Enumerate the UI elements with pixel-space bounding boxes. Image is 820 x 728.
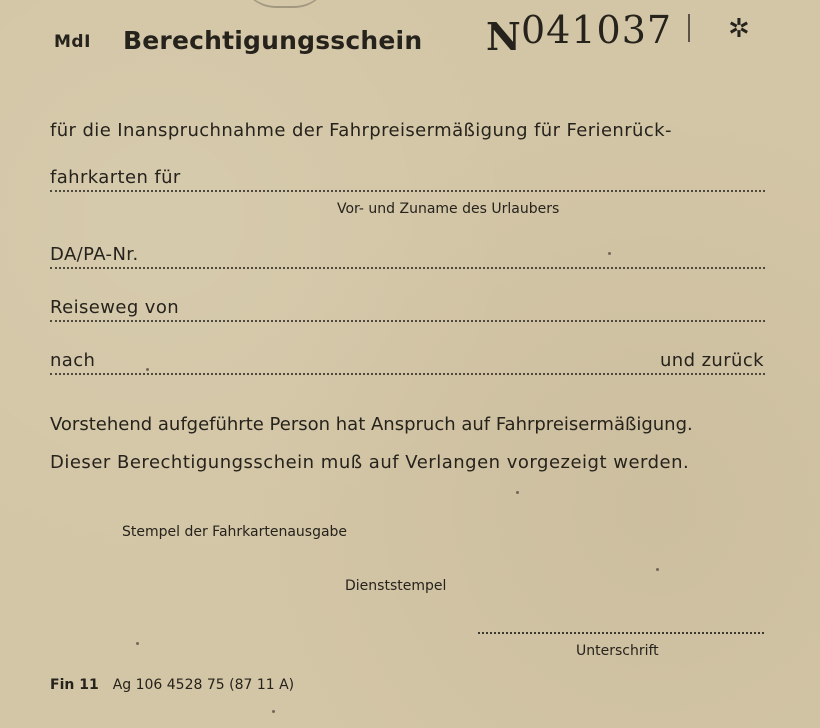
name-field-caption: Vor- und Zuname des Urlaubers bbox=[337, 201, 560, 217]
form-id: Fin 11 bbox=[50, 677, 99, 693]
ticket-office-stamp-label: Stempel der Fahrkartenausgabe bbox=[122, 524, 348, 540]
issuer-abbreviation: MdI bbox=[54, 32, 91, 52]
paper-speck bbox=[136, 642, 139, 645]
name-field-line[interactable] bbox=[50, 190, 765, 192]
top-arc-mark bbox=[240, 0, 330, 8]
paper-speck bbox=[146, 368, 149, 371]
asterisk-icon: ✲ bbox=[728, 14, 750, 44]
serial-prefix: N bbox=[486, 14, 521, 59]
route-from-label: Reiseweg von bbox=[50, 297, 180, 318]
service-stamp-label: Dienststempel bbox=[345, 578, 447, 594]
print-code: Ag 106 4528 75 (87 11 A) bbox=[112, 677, 295, 693]
paper-speck bbox=[608, 252, 611, 255]
name-field-label: fahrkarten für bbox=[50, 167, 181, 188]
signature-line[interactable] bbox=[478, 632, 764, 634]
route-from-line[interactable] bbox=[50, 320, 765, 322]
serial-number: 041037 bbox=[521, 8, 673, 52]
route-to-line[interactable] bbox=[50, 373, 765, 375]
paper-speck bbox=[656, 568, 659, 571]
signature-label: Unterschrift bbox=[576, 643, 659, 659]
footer bbox=[50, 677, 294, 693]
paper-speck bbox=[272, 710, 275, 713]
dapa-field-line[interactable] bbox=[50, 267, 765, 269]
presentation-statement: Dieser Berechtigungsschein muß auf Verlangen vorgezeigt werden. bbox=[50, 452, 690, 473]
dapa-field-label: DA/PA-Nr. bbox=[50, 244, 139, 265]
paper-speck bbox=[516, 491, 519, 494]
return-label: und zurück bbox=[660, 350, 764, 371]
entitlement-statement: Vorstehend aufgeführte Person hat Anspruch auf Fahrpreisermäßigung. bbox=[50, 414, 693, 435]
serial-divider bbox=[688, 14, 690, 42]
route-to-label: nach bbox=[50, 350, 96, 371]
purpose-line: für die Inanspruchnahme der Fahrpreisermäßigung für Ferienrück- bbox=[50, 120, 672, 141]
form-title: Berechtigungsschein bbox=[123, 26, 423, 55]
